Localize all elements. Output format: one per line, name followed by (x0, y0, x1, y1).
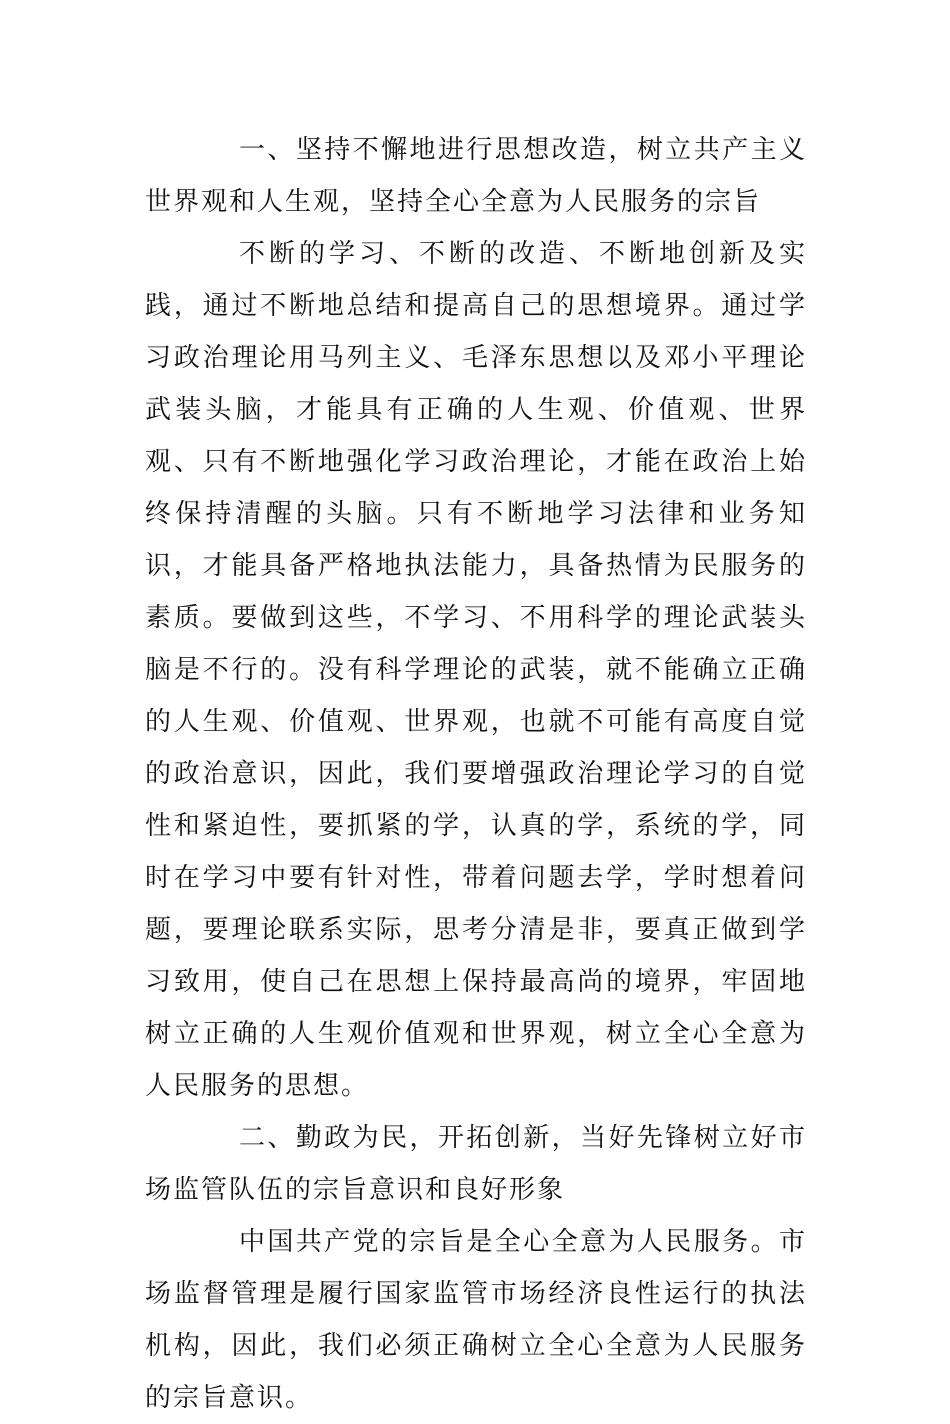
body-paragraph-2: 中国共产党的宗旨是全心全意为人民服务。市场监督管理是履行国家监管市场经济良性运行的执法机构，因此，我们必须正确树立全心全意为人民服务的宗旨意识。 (145, 1227, 807, 1413)
document-body (145, 124, 807, 1424)
body-paragraph-1: 不断的学习、不断的改造、不断地创新及实践，通过不断地总结和提高自己的思想境界。通过学习政治理论用马列主义、毛泽东思想以及邓小平理论武装头脑，才能具有正确的人生观、价值观、世界观、只有不断地强化学习政治理论，才能在政治上始终保持清醒的头脑。只有不断地学习法律和业务知识，才能具备严格地执法能力，具备热情为民服务的素质。要做到这些，不学习、不用科学的理论武装头脑是不行的。没有科学理论的武装，就不能确立正确的人生观、价值观、世界观，也就不可能有高度自觉的政治意识，因此，我们要增强政治理论学习的自觉性和紧迫性，要抓紧的学，认真的学，系统的学，同时在学习中要有针对性，带着问题去学，学时想着问题，要理论联系实际，思考分清是非，要真正做到学习致用，使自己在思想上保持最高尚的境界，牢固地树立正确的人生观价值观和世界观，树立全心全意为人民服务的思想。 (145, 239, 807, 1101)
section-heading-2: 二、勤政为民，开拓创新，当好先锋树立好市场监管队伍的宗旨意识和良好形象 (145, 1123, 807, 1205)
section-heading-1: 一、坚持不懈地进行思想改造，树立共产主义世界观和人生观，坚持全心全意为人民服务的宗旨 (145, 135, 807, 217)
